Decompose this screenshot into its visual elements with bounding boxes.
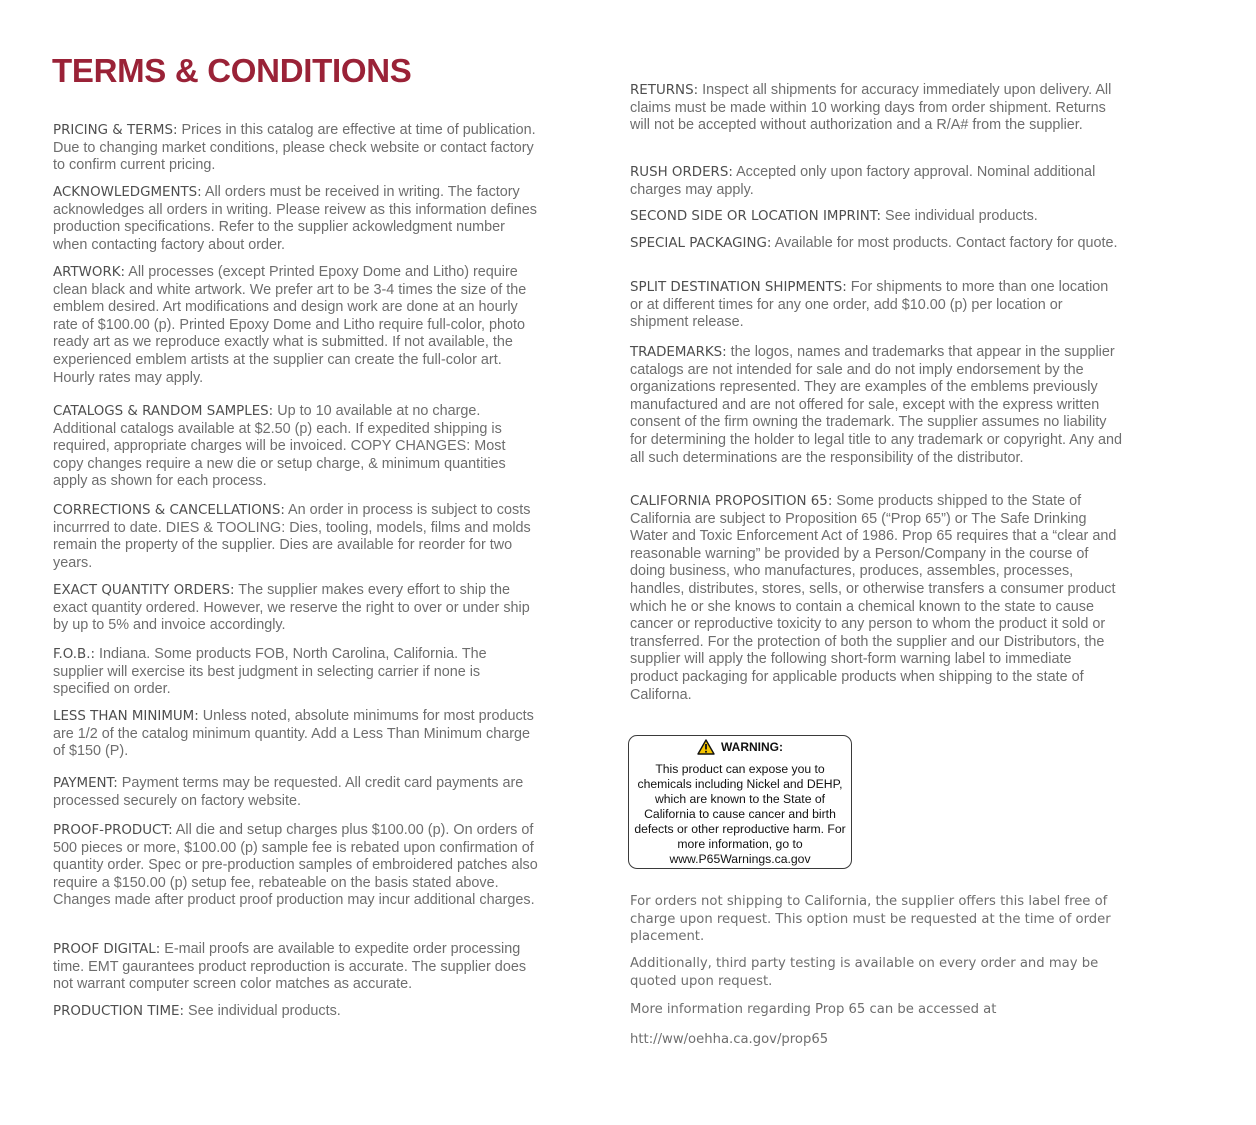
term-label: LESS THAN MINIMUM: (53, 709, 199, 724)
term-catalogs (53, 403, 539, 491)
term-label: CALIFORNIA PROPOSITION 65: (630, 494, 833, 509)
term-text: Some products shipped to the State of California are subject to Proposition 65 (“Prop 65”) or The Safe Drinking Water and Toxic Enforcement Act of 1986. Prop 65 requires that a “clear and reasonable warning” be provided by a Person/Company in the course of doing business, who manufactures, produces, assembles, processes, handles, distributes, stores, sells, or otherwise transfers a consumer product which he or she knows to contain a chemical known to the state to cause cancer or reproductive toxicity to any person to whom the product it sold or transferred. For the protection of both the supplier and our Distributors, the supplier will apply the following short-form warning label to immediate product packaging for applicable products when shipping to the state of Californa. (630, 493, 1117, 703)
term-trademarks (630, 344, 1122, 467)
term-california-prop-65 (630, 493, 1122, 704)
term-less-than-minimum (53, 708, 539, 761)
term-text: All orders must be received in writing. The factory acknowledges all orders in writing. Please reivew as this information defines production specifications. Refer to the supplier ackowledgment number when contacting factory about order. (53, 184, 537, 253)
term-label: SPECIAL PACKAGING: (630, 236, 772, 251)
term-text: The supplier makes every effort to ship the exact quantity ordered. However, we reserve the right to over or under ship by up to 5% and invoice accordingly. (53, 582, 530, 634)
term-artwork (53, 264, 539, 387)
warning-label-box (628, 735, 852, 869)
term-label: RUSH ORDERS: (630, 165, 733, 180)
term-text: See individual products. (881, 208, 1038, 224)
term-label: PRODUCTION TIME: (53, 1004, 184, 1019)
term-split-destination (630, 279, 1122, 332)
term-text: An order in process is subject to costs incurrred to date. DIES & TOOLING: Dies, tooling, models, films and molds remain the property of the supplier. Dies are available for reorder for two years. (53, 502, 531, 571)
term-text: Unless noted, absolute minimums for most products are 1/2 of the catalog minimum quantity. Add a Less Than Minimum charge of $150 (P). (53, 708, 534, 760)
term-label: PROOF DIGITAL: (53, 942, 161, 957)
term-text: All processes (except Printed Epoxy Dome and Litho) require clean black and white artwork. We prefer art to be 3-4 times the size of the emblem desired. Art modifications and design work are done at an hourly rate of $100.00 (p). Printed Epoxy Dome and Litho require full-color, photo ready art as we reproduce exactly what is submitted. If not available, the experienced emblem artists at the supplier can create the full-color art. Hourly rates may apply. (53, 264, 527, 386)
term-special-packaging (630, 235, 1122, 253)
term-text: All die and setup charges plus $100.00 (p). On orders of 500 pieces or more, $100.00 (p) sample fee is rebated upon confirmation of quantity order. Spec or pre-production samples of embroidered patches also require a $150.00 (p) setup fee, rebateable on the basis stated above. Changes made after product proof production may incur additional charges. (53, 822, 538, 909)
term-pricing (53, 122, 539, 175)
term-label: PAYMENT: (53, 776, 118, 791)
term-label: PRICING & TERMS: (53, 123, 178, 138)
term-text: Inspect all shipments for accuracy immediately upon delivery. All claims must be made within 10 working days from order shipment. Returns will not be accepted without authorization and a R/A# from the supplier. (630, 82, 1112, 134)
warning-heading: WARNING: (721, 740, 783, 754)
prop65-link[interactable]: htt://ww/oehha.ca.gov/prop65 (630, 1032, 829, 1047)
term-production-time (53, 1003, 539, 1021)
term-label: SECOND SIDE OR LOCATION IMPRINT: (630, 209, 882, 224)
term-text: E-mail proofs are available to expedite order processing time. EMT gaurantees product reproduction is accurate. The supplier does not warrant computer screen color matches as accurate. (53, 941, 527, 993)
term-acknowledgments (53, 184, 539, 254)
term-exact-quantity (53, 582, 539, 635)
term-text: Prices in this catalog are effective at time of publication. Due to changing market conditions, please check website or contact factory to confirm current pricing. (53, 122, 536, 174)
term-payment (53, 775, 539, 810)
term-text: See individual products. (183, 1003, 341, 1019)
term-text: Accepted only upon factory approval. Nominal additional charges may apply. (630, 164, 1096, 198)
note-more-info: More information regarding Prop 65 can be accessed at (630, 1002, 997, 1017)
term-proof-digital (53, 941, 539, 994)
term-fob (53, 646, 539, 699)
term-label: CORRECTIONS & CANCELLATIONS: (53, 503, 285, 518)
term-label: ACKNOWLEDGMENTS: (53, 185, 202, 200)
term-label: RETURNS: (630, 83, 699, 98)
term-text: Available for most products. Contact factory for quote. (771, 235, 1118, 251)
warning-body: This product can expose you to chemicals including Nickel and DEHP, which are known to the State of California to cause cancer and birth defects or other reproductive harm. For more information, go to www.P65Warnings.ca.gov (634, 762, 846, 866)
warning-triangle-icon (697, 739, 715, 755)
term-label: CATALOGS & RANDOM SAMPLES: (53, 404, 274, 419)
page-title: TERMS & CONDITIONS (52, 52, 412, 89)
term-text: the logos, names and trademarks that appear in the supplier catalogs are not intended for sale and do not imply endorsement by the organizations represented. They are examples of the emblems previously manufactured and are not offered for sale, except with the express written consent of the firm owning the trademark. The supplier assumes no liability for determining the holder to legal title to any trademark or copyright. Any and all such determinations are the responsibility of the distributor. (630, 344, 1122, 466)
term-corrections (53, 502, 539, 572)
term-label: EXACT QUANTITY ORDERS: (53, 583, 235, 598)
term-text: For shipments to more than one location or at different times for any one order, add $10.00 (p) per location or shipment release. (630, 279, 1109, 331)
term-rush-orders (630, 164, 1122, 199)
term-label: F.O.B.: (53, 647, 96, 662)
term-label: ARTWORK: (53, 265, 126, 280)
note-third-party-testing: Additionally, third party testing is available on every order and may be quoted upon request. (630, 956, 1099, 989)
term-text: Payment terms may be requested. All credit card payments are processed securely on factory website. (53, 775, 524, 809)
term-label: SPLIT DESTINATION SHIPMENTS: (630, 280, 847, 295)
term-second-side (630, 208, 1122, 226)
term-text: Indiana. Some products FOB, North Carolina, California. The supplier will exercise its best judgment in selecting carrier if none is specified on order. (53, 646, 487, 698)
term-text: Up to 10 available at no charge. Additional catalogs available at $2.50 (p) each. If expedited shipping is required, appropriate charges will be invoiced. COPY CHANGES: Most copy changes require a new die or setup charge, & minimum quantities apply as shown for each process. (53, 403, 506, 490)
term-label: PROOF-PRODUCT: (53, 823, 173, 838)
term-label: TRADEMARKS: (630, 345, 727, 360)
warning-heading-row (629, 739, 851, 755)
term-proof-product (53, 822, 539, 910)
note-free-label: For orders not shipping to California, the supplier offers this label free of charge upon request. This option must be requested at the time of order placement. (630, 894, 1111, 945)
term-returns (630, 82, 1122, 135)
